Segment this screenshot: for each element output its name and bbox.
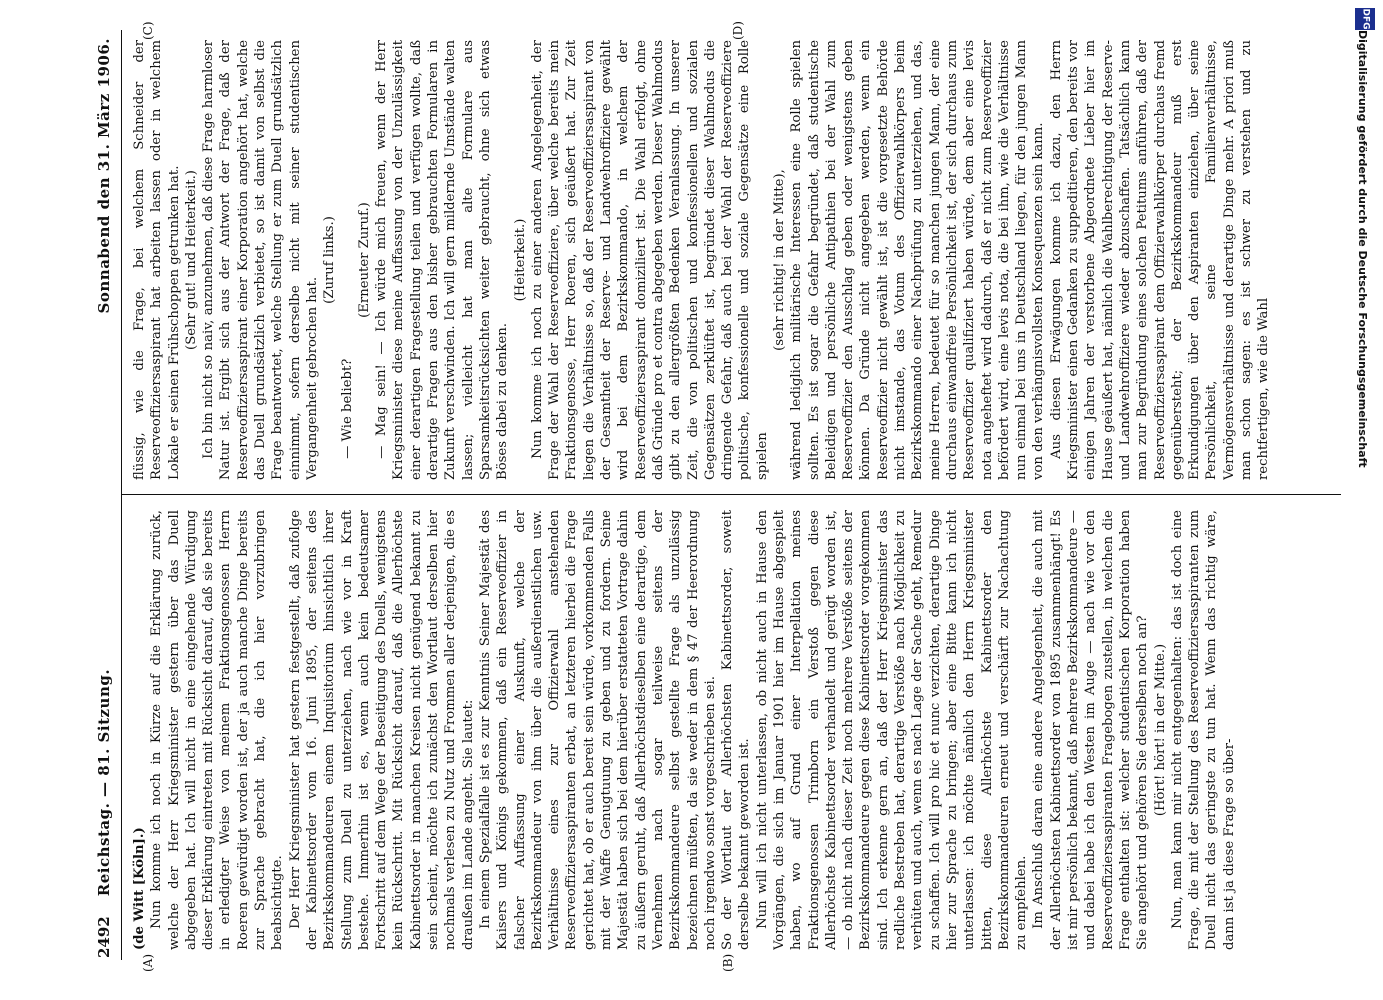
left-column (131, 510, 1321, 950)
paragraph: So der Wortlaut der Allerhöchsten Kabinettsorder, soweit derselbe bekannt geworden ist. (720, 510, 753, 950)
paragraph: Aus diesen Erwägungen komme ich dazu, den Herrn Kriegsminister einen Gedanken zu suppeditieren, den bereits vor einigen Jahren der verstorbene Abgeordnete Lieber hier im Hause geäußert hat, nämlich die Wahlberechtigung der Reserve- und Landwehroffiziere wieder abzuschaffen. Tatsächlich kann man zur Begründung eines solchen Petitums anführen, daß der Reserveoffiziersaspirant dem Offizierwahlkörper durchaus fremd gegenübersteht; der Bezirkskommandeur muß erst Erkundigungen über den Aspiranten einziehen, über seine Persönlichkeit, seine Familienverhältnisse, Vermögensverhältnisse und derartige Dinge mehr. A priori muß man schon sagen: es ist schwer zu verstehen und zu rechtfertigen, wie die Wahl (1048, 40, 1272, 480)
interjection: (Hört! hört! in der Mitte.) (1152, 643, 1168, 817)
margin-marker-b: (B) (721, 953, 735, 972)
paragraph: — Mag sein! — Ich würde mich freuen, wenn der Herr Kriegsminister diese meine Auffassung von der Unzulässigkeit einer derartigen Fragestellung teilen und verfügen wollte, daß derartige Fragen aus den bisher gebrauchten Formularen in Zukunft verschwinden. Ich will gern mildernde Umstände walten lassen; vielleicht hat man alte Formulare aus Sparsamkeitsrücksichten weiter gebraucht, ohne sich etwas Böses dabei zu denken. (374, 40, 511, 480)
right-column (131, 40, 1321, 480)
column-divider (121, 494, 1341, 495)
header-date: Sonnabend den 31. März 1906. (95, 38, 113, 314)
page-header (91, 38, 117, 958)
interjection: (sehr richtig! in der Mitte), (771, 169, 787, 351)
interjection: (Heiterkeit.) (512, 218, 528, 302)
paragraph: Der Herr Kriegsminister hat gestern festgestellt, daß zufolge der Kabinettsorder vom 16. Juni 1895, der seitens des Bezirkskommandeuren einem Inquisitorium hinsichtlich ihrer Stellung zum Duell zu unterziehen, nach wie vor in Kraft bestehe. Immerhin ist es, wenn auch kein bedeutsamer Fortschritt auf dem Wege der Beseitigung des Duells, wenigstens kein Rückschritt. Mit Rücksicht darauf, daß die Allerhöchste Kabinettsorder in manchen Kreisen nicht genügend bekannt zu sein scheint, möchte ich zunächst den Wortlaut derselben hier nochmals verlesen zu Nutz und Frommen aller derjenigen, die es draußen im Lande angeht. Sie lautet: (287, 510, 476, 950)
page-number: 2492 (95, 916, 113, 958)
paragraph: Nun komme ich noch in Kürze auf die Erklärung zurück, welche der Herr Kriegsminister gestern über das Duell abgegeben hat. Ich will nicht in eine eingehende Würdigung dieser Erklärung eintreten mit Rücksicht darauf, daß sie bereits in erledigter Weise von meinem Fraktionsgenossen Herrn Roeren gewürdigt worden ist, der ja auch manche Dinge bereits zur Sprache gebracht hat, die ich hier vorzubringen beabsichtigte. (149, 510, 286, 950)
digitization-credit: Digitalisierung gefördert durch die Deutsche Forschungsgemeinschaft (1356, 30, 1369, 468)
paragraph: Nun komme ich noch zu einer anderen Angelegenheit, der Frage der Wahl der Reserveoffiziere, über welche bereits mein Fraktionsgenosse, Herr Roeren, sich geäußert hat. Zur Zeit liegen die Verhältnisse so, daß der Reserveoffiziersaspirant von der Gesamtheit der Reserve- und Landwehroffiziere gewählt wird bei dem Bezirkskommando, in welchem der Reserveoffiziersaspirant domiziliert ist. Die Wahl erfolgt, ohne daß Gründe pro et contra abgegeben werden. Dieser Wahlmodus gibt zu den allergrößten Bedenken Veranlassung. In unserer Zeit, die von politischen und konfessionellen und sozialen Gegensätzen zerklüftet ist, begründet dieser Wahlmodus die dringende Gefahr, daß auch bei der Wahl der Reserveoffiziere politische, konfessionelle und soziale Gegensätze eine Rolle spielen (529, 40, 770, 480)
interjection: (Sehr gut! und Heiterkeit.) (183, 170, 199, 350)
margin-marker-a: (A) (141, 953, 155, 972)
paragraph: Nun, man kann mir nicht entgegenhalten: das ist doch eine Frage, die mit der Stellung des Reserveoffiziersaspiranten zum Duell nicht das geringste zu tun hat. Wenn das richtig wäre, dann ist ja diese Frage so über- (1169, 510, 1237, 950)
interjection: (Erneuter Zuruf.) (356, 202, 372, 318)
speaker-label: (de Witt [Köln].) (132, 827, 147, 950)
paragraph: flüssig, wie die Frage, bei welchem Schneider der Reserveoffiziersaspirant hat arbeiten lassen oder in welchem Lokale er seinen Frühschoppen getrunken hat. (132, 40, 182, 480)
header-session: Reichstag. — 81. Sitzung. (95, 668, 113, 897)
header-rule (121, 30, 122, 960)
paragraph: Nun will ich nicht unterlassen, ob nicht auch in Hause den Vorgängen, die sich im Januar 1901 hier im Hause abgespielt haben, wo auf Grund einer Interpellation meines Fraktionsgenossen Trimborn ein Verstoß gegen diese Allerhöchste Kabinettsorder verhandelt und gerügt worden ist, — ob nicht nach dieser Zeit noch mehrere Verstöße seitens der Bezirkskommandeure gegen diese Kabinettsorder vorgekommen sind. Ich erkenne gern an, daß der Herr Kriegsminister das redliche Bestreben hat, derartige Verstöße nach Möglichkeit zu verhüten und auch, wenn es nach Lage der Sache geht, Remedur zu schaffen. Ich will pro hic et nunc verzichten, derartige Dinge hier zur Sprache zu bringen; aber eine Bitte kann ich nicht unterlassen: ich möchte nämlich den Herrn Kriegsminister bitten, diese Allerhöchste Kabinettsorder den Bezirkskommandeuren erneut und verschärft zur Nachachtung zu empfehlen. (754, 510, 1030, 950)
paragraph: — Wie beliebt? (339, 358, 355, 459)
quoted-order: In einem Spezialfalle ist es zur Kenntnis Seiner Majestät des Kaisers und Königs gekommen, daß ein Reserveoffizier in falscher Auffassung einer Auskunft, welche der Bezirkskommandeur von ihm über die außerdienstlichen usw. Verhältnisse eines zur Offizierwahl anstehenden Reserveoffiziersaspiranten erbat, an letzteren hierbei die Frage gerichtet hat, ob er auch bereit sein würde, vorkommenden Falls mit der Waffe Genugtuung zu geben und zu fordern. Seine Majestät haben sich bei dem hierüber erstatteten Vortrage dahin zu äußern geruht, daß Allerhöchstdieselben eine derartige, dem Vernehmen nach sogar teilweise seitens der Bezirkskommandeure selbst gestellte Frage als unzulässig bezeichnen müßten, da sie weder in dem § 47 der Heerordnung noch irgendwo sonst vorgeschrieben sei. (477, 510, 718, 950)
paragraph: während lediglich militärische Interessen eine Rolle spielen sollten. Es ist sogar die Gefahr begründet, daß studentische Beleidigen und persönliche Antipathien bei der Wahl zum Reserveoffizier den Ausschlag geben oder wenigstens geben können. Da Gründe nicht angegeben werden, wenn ein Reserveoffizier nicht gewählt ist, ist die vorgesetzte Behörde nicht imstande, das Votum des Offizierwahlkörpers beim Bezirkskommando einer Nachprüfung zu unterziehen, und das, meine Herren, bedeutet für so manchen jungen Mann, der eine durchaus einwandfreie Persönlichkeit ist, der sich durchaus zum Reserveoffizier qualifiziert haben würde, dem aber eine levis nota angeheftet wird dadurch, daß er nicht zum Reserveoffizier befördert wird, eine levis nota, die bei ihm, wie die Verhältnisse nun einmal bei uns in Deutschland liegen, für den jungen Mann von den verhängnisvollsten Konsequenzen sein kann. (789, 40, 1047, 480)
margin-marker-d: (D) (731, 21, 745, 40)
margin-marker-c: (C) (141, 21, 155, 40)
document-page (41, 0, 1341, 1000)
dfg-logo: DFG (1355, 8, 1375, 30)
interjection: (Zuruf links.) (322, 216, 338, 304)
paragraph: Ich bin nicht so naiv, anzunehmen, daß diese Frage harmloser Natur ist. Ergibt sich aus der Antwort der Frage, daß der Reserveoffiziersaspirant einer Korporation angehört hat, welche das Duell grundsätzlich verbietet, so ist damit von selbst die Frage beantwortet, welche Stellung er zum Duell grundsätzlich einnimmt, sofern derselbe nicht mit seiner studentischen Vergangenheit gebrochen hat. (201, 40, 320, 480)
paragraph: Im Anschluß daran eine andere Angelegenheit, die auch mit der Allerhöchsten Kabinettsorder von 1895 zusammenhängt! Es ist mir persönlich bekannt, daß mehrere Bezirkskommandeure — und dabei habe ich den Westen im Auge — nach wie vor den Reserveoffiziersaspiranten Fragebogen zustellen, in welchen die Frage enthalten ist: welcher studentischen Korporation haben Sie angehört und gehören Sie derselben noch an? (1031, 510, 1151, 950)
